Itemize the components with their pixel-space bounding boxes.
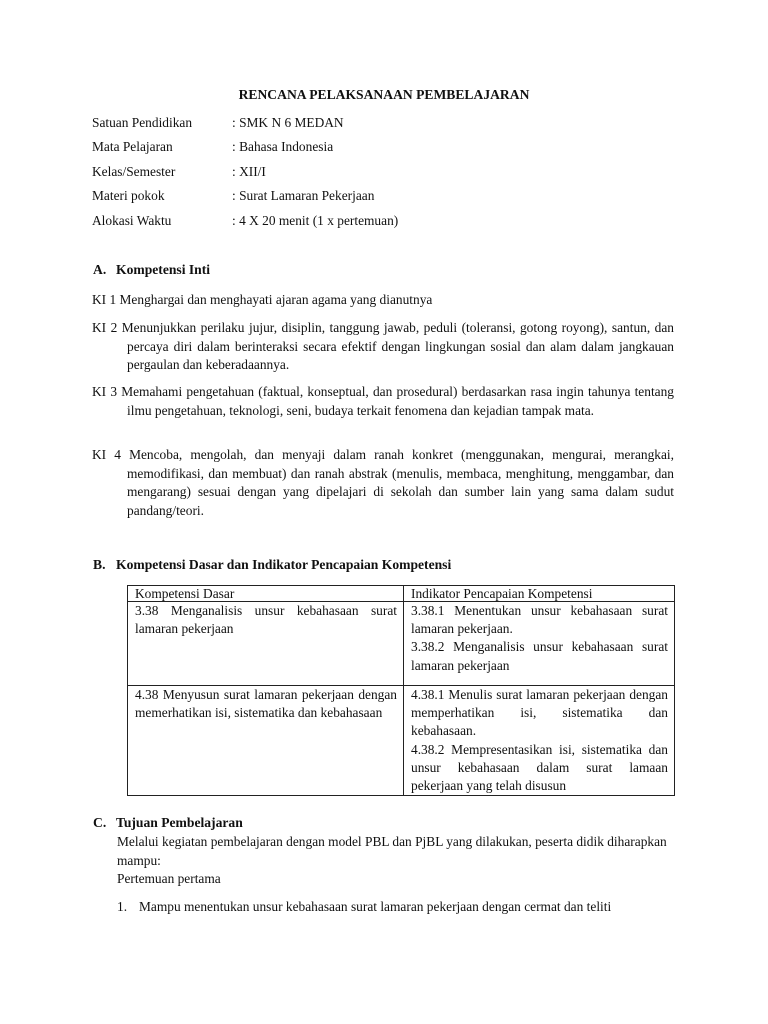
kd-cell: 3.38 Menganalisis unsur kebahasaan surat lamaran pekerjaan <box>128 602 404 686</box>
section-b-heading <box>93 557 451 573</box>
identity-table <box>92 114 398 236</box>
identity-value: : 4 X 20 menit (1 x pertemuan) <box>232 212 399 228</box>
ki-4: KI 4 Mencoba, mengolah, dan menyaji dalam ranah konkret (menggunakan, mengurai, merangkai, memodifikasi, dan membuat) dan ranah abstrak (menulis, membaca, menghitung, menggambar, dan mengarang) sesuai dengan yang dipelajari di sekolah dan sumber lain yang sama dalam sudut pandang/teori. <box>92 447 674 519</box>
section-c-number: C. <box>93 815 107 830</box>
section-a-heading <box>93 262 210 278</box>
identity-value: : Surat Lamaran Pekerjaan <box>232 188 375 204</box>
ipk-item: 4.38.2 Mempresentasikan isi, sistematika dan unsur kebahasaan dalam surat lamaan pekerjaan yang telah disusun <box>411 741 668 794</box>
ipk-cell <box>404 686 675 796</box>
ki-3: KI 3 Memahami pengetahuan (faktual, konseptual, dan prosedural) berdasarkan rasa ingin tahunya tentang ilmu pengetahuan, teknologi, seni, budaya terkait fenomena dan kejadian tampak mata. <box>92 384 674 418</box>
identity-label: Kelas/Semester <box>92 163 176 179</box>
identity-row <box>92 163 398 187</box>
ipk-item: 4.38.1 Menulis surat lamaran pekerjaan dengan memperhatikan isi, sistematika dan kebahasaan. <box>411 687 668 739</box>
table-row <box>128 602 675 686</box>
ipk-item: 3.38.2 Menganalisis unsur kebahasaan surat lamaran pekerjaan <box>411 639 668 673</box>
section-c-intro: Melalui kegiatan pembelajaran dengan model PBL dan PjBL yang dilakukan, peserta didik diharapkan mampu: <box>117 834 667 868</box>
ipk-cell <box>404 602 675 686</box>
identity-label: Satuan Pendidikan <box>92 115 193 130</box>
section-b-title: Kompetensi Dasar dan Indikator Pencapaian Kompetensi <box>116 557 452 572</box>
identity-value: : Bahasa Indonesia <box>232 139 334 155</box>
list-item <box>117 898 675 917</box>
table-row <box>128 686 675 796</box>
document-title: RENCANA PELAKSANAAN PEMBELAJARAN <box>238 87 530 102</box>
table-header-row <box>128 586 675 602</box>
list-item-number: 1. <box>117 899 128 914</box>
identity-label: Materi pokok <box>92 188 165 204</box>
identity-row <box>92 212 398 236</box>
ki-2: KI 2 Menunjukkan perilaku jujur, disiplin, tanggung jawab, peduli (toleransi, gotong royong), santun, dan percaya diri dalam berinteraksi secara efektif dengan lingkungan sosial dan alam dalam jangkauan pergaulan dan keberadaannya. <box>92 320 674 373</box>
identity-row <box>92 114 398 138</box>
identity-row <box>92 187 398 211</box>
ki-1: KI 1 Menghargai dan menghayati ajaran agama yang dianutnya <box>92 292 433 307</box>
meeting-label: Pertemuan pertama <box>117 871 221 886</box>
section-a-number: A. <box>93 262 107 277</box>
ipk-item: 3.38.1 Menentukan unsur kebahasaan surat lamaran pekerjaan. <box>411 603 668 637</box>
kd-cell: 4.38 Menyusun surat lamaran pekerjaan dengan memerhatikan isi, sistematika dan kebahasaan <box>128 686 404 796</box>
identity-label: Alokasi Waktu <box>92 212 172 228</box>
identity-value: : SMK N 6 MEDAN <box>232 115 344 130</box>
table-header-ipk: Indikator Pencapaian Kompetensi <box>404 586 675 602</box>
list-item-text: Mampu menentukan unsur kebahasaan surat lamaran pekerjaan dengan cermat dan teliti <box>139 899 612 914</box>
table-header-kd: Kompetensi Dasar <box>128 586 404 602</box>
section-c-title: Tujuan Pembelajaran <box>116 815 243 830</box>
identity-value: : XII/I <box>232 163 266 179</box>
competency-table <box>127 585 675 796</box>
section-a-title: Kompetensi Inti <box>116 262 211 277</box>
identity-label: Mata Pelajaran <box>92 139 173 155</box>
section-b-number: B. <box>93 557 106 572</box>
section-c-heading <box>93 815 243 831</box>
identity-row <box>92 138 398 162</box>
